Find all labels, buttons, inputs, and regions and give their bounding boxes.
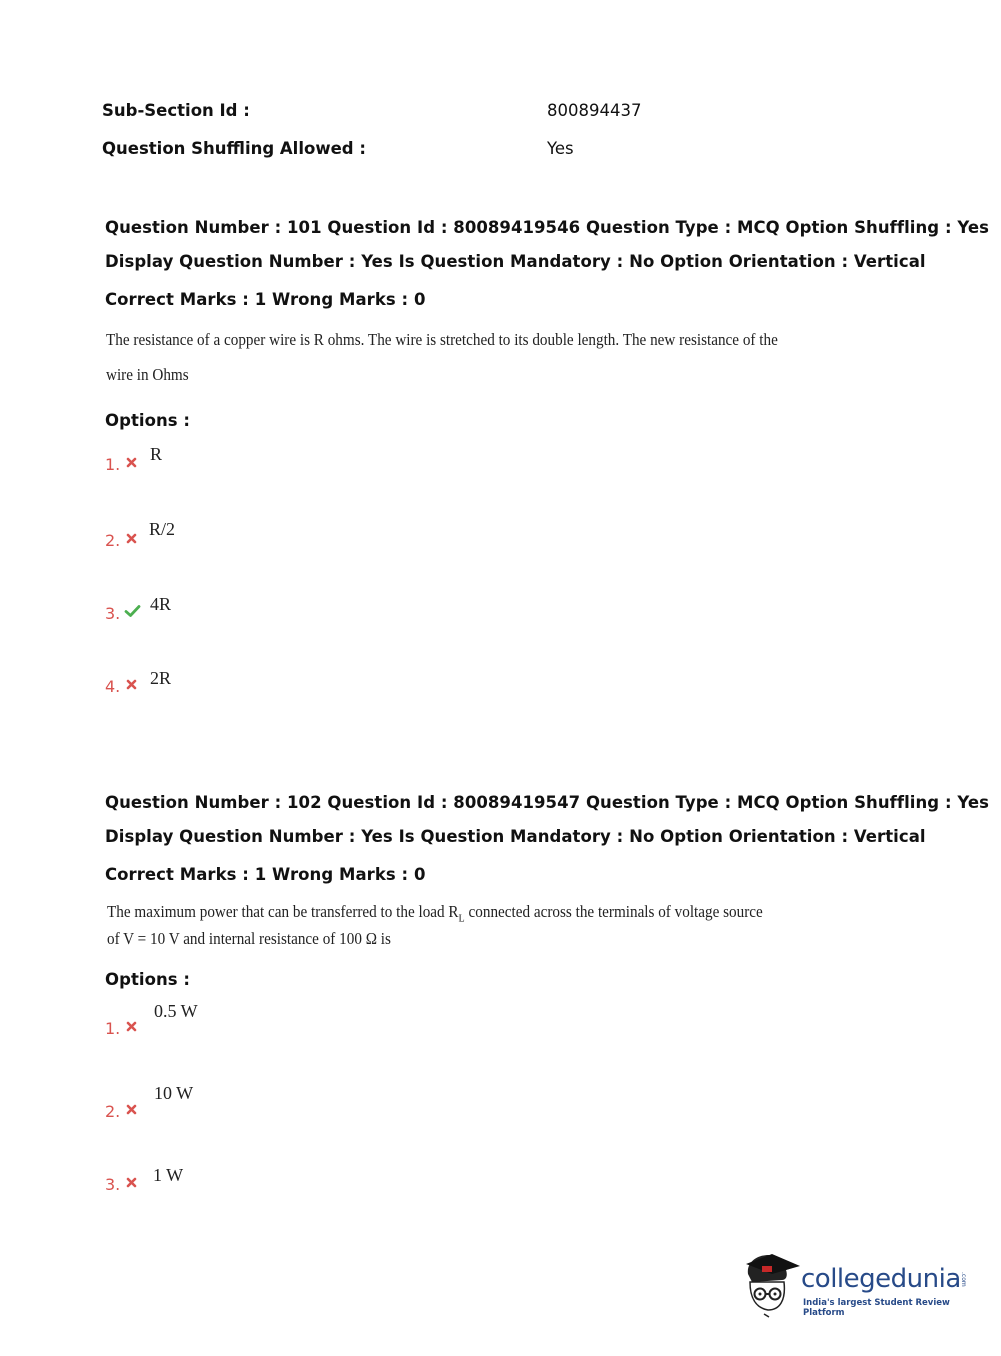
wrong-icon (126, 533, 137, 544)
q2-text-part-a: The maximum power that can be transferred to the load R (107, 902, 459, 921)
logo-tagline: India's largest Student Review Platform (803, 1298, 950, 1318)
wrong-icon (126, 1021, 137, 1032)
wrong-icon (126, 1104, 137, 1115)
mascot-icon (742, 1250, 802, 1318)
q1-text-line1: The resistance of a copper wire is R ohms. The wire is stretched to its double length. The new resistance of the (106, 330, 778, 349)
wrong-icon (126, 1177, 137, 1188)
q1-marks: Correct Marks : 1 Wrong Marks : 0 (105, 290, 426, 309)
option-value: 4R (150, 594, 172, 614)
option-value: R/2 (149, 519, 176, 539)
option-number: 1. (105, 1019, 121, 1038)
option-number: 2. (105, 1102, 121, 1121)
wrong-icon (126, 679, 137, 690)
q2-text-line1 (107, 902, 763, 924)
q1-options-label: Options : (105, 411, 191, 430)
option-number: 3. (105, 1175, 121, 1194)
logo-name: collegedunia (801, 1264, 961, 1294)
q1-text-line2: wire in Ohms (106, 365, 189, 384)
q2-meta-line2: Display Question Number : Yes Is Question Mandatory : No Option Orientation : Vertical (105, 827, 926, 846)
option-value: 0.5 W (154, 1001, 198, 1021)
correct-check-icon (124, 604, 141, 618)
option-value: R (150, 444, 163, 464)
option-value: 10 W (154, 1083, 194, 1103)
q2-meta-line1: Question Number : 102 Question Id : 80089419547 Question Type : MCQ Option Shuffling : Yes (105, 793, 989, 812)
collegedunia-logo (742, 1250, 972, 1320)
q2-text-part-b: connected across the terminals of voltage source (464, 902, 763, 921)
q1-meta-line2: Display Question Number : Yes Is Question Mandatory : No Option Orientation : Vertical (105, 252, 926, 271)
wrong-icon (126, 457, 137, 468)
option-number: 3. (105, 604, 121, 623)
option-number: 2. (105, 531, 121, 550)
option-number: 1. (105, 455, 121, 474)
option-value: 2R (150, 668, 172, 688)
logo-suffix: .com (960, 1272, 967, 1287)
question-shuffling-label: Question Shuffling Allowed : (102, 139, 366, 158)
subsection-id-label: Sub-Section Id : (102, 101, 250, 120)
q1-meta-line1: Question Number : 101 Question Id : 80089419546 Question Type : MCQ Option Shuffling : Yes (105, 218, 989, 237)
option-number: 4. (105, 677, 121, 696)
question-shuffling-value: Yes (547, 139, 574, 158)
option-value: 1 W (153, 1165, 184, 1185)
q2-text-line2: of V = 10 V and internal resistance of 100 Ω is (107, 929, 391, 948)
q2-text-subscript: L (458, 912, 465, 925)
q2-marks: Correct Marks : 1 Wrong Marks : 0 (105, 865, 426, 884)
subsection-id-value: 800894437 (547, 101, 642, 120)
q2-options-label: Options : (105, 970, 191, 989)
